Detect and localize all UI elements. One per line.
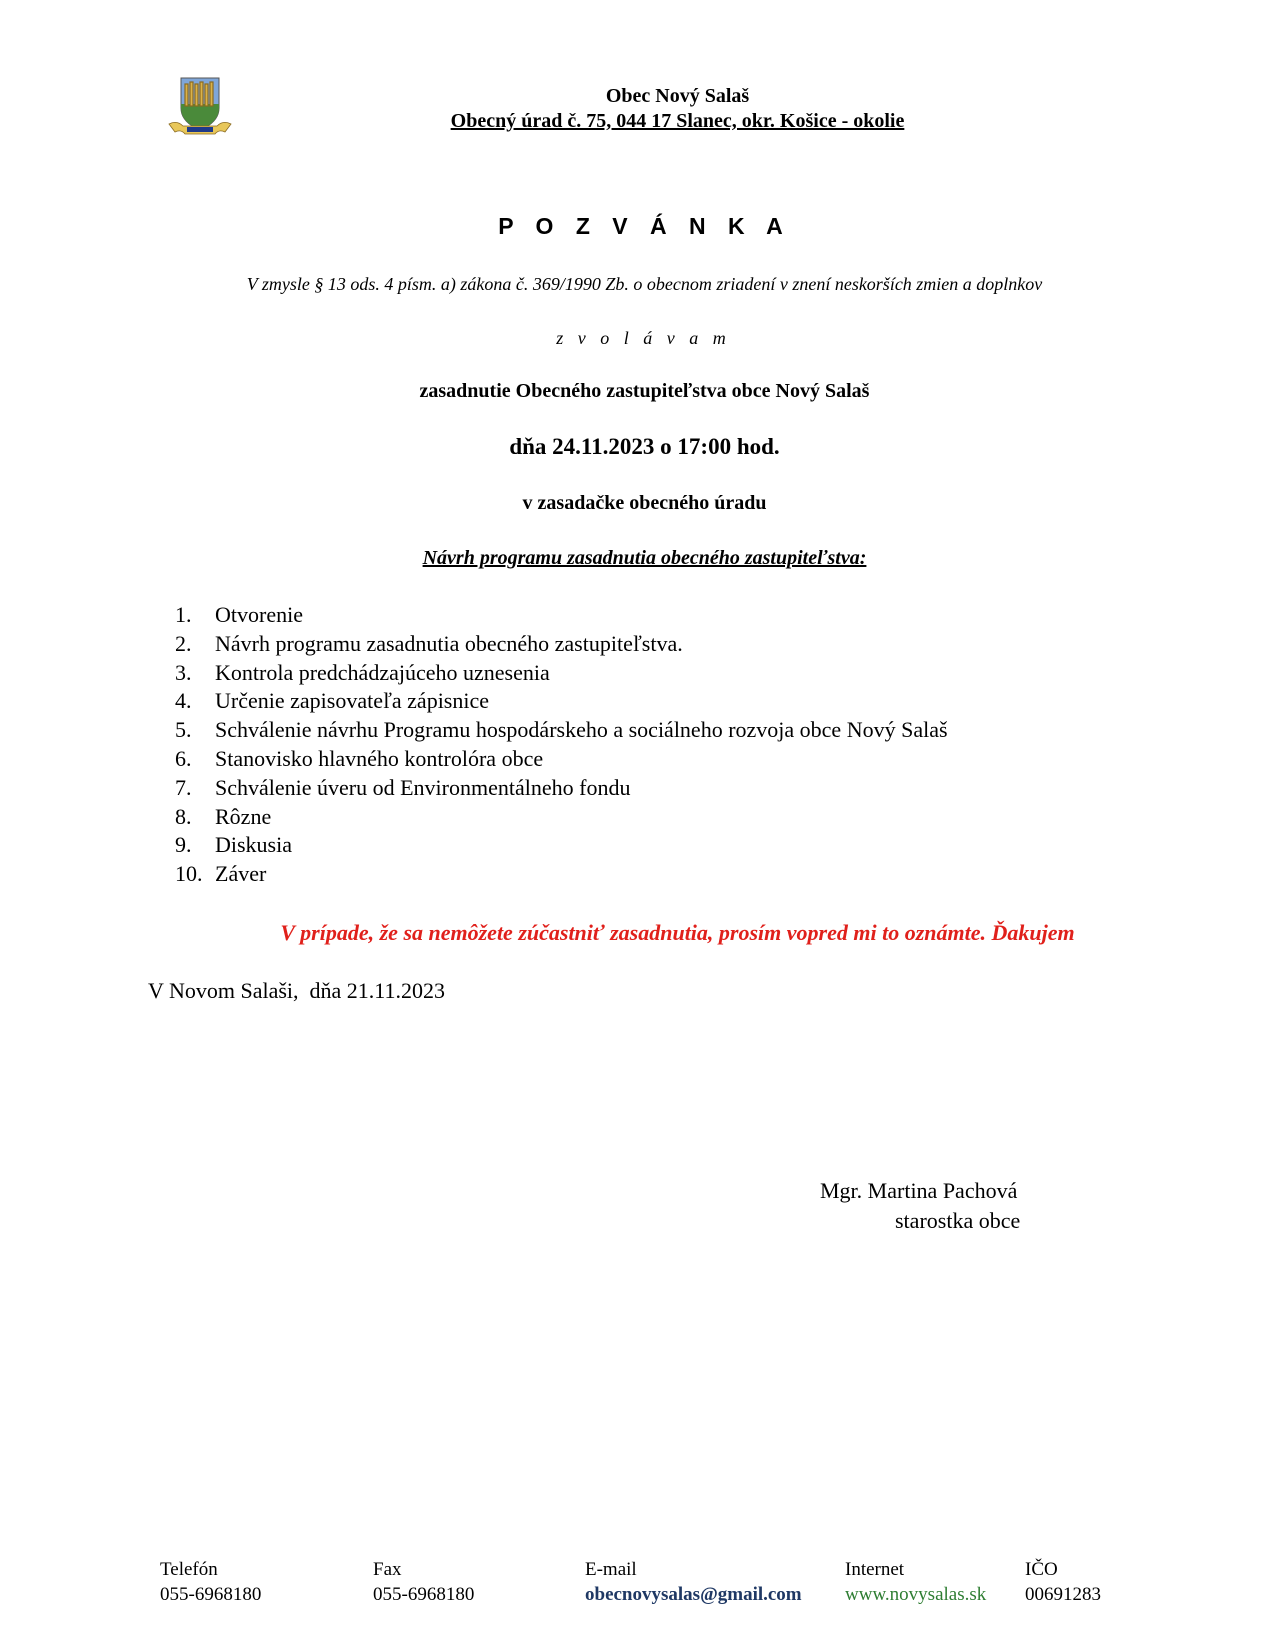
municipality-address: Obecný úrad č. 75, 044 17 Slanec, okr. Košice - okolie — [450, 110, 905, 132]
footer-web-link[interactable]: www.novysalas.sk — [845, 1584, 987, 1605]
agenda-item-text: Rôzne — [215, 803, 272, 829]
signer-name: Mgr. Martina Pachová — [820, 1178, 1018, 1203]
footer-phone — [160, 1557, 261, 1607]
footer-fax-label: Fax — [373, 1559, 402, 1580]
footer-ico — [1025, 1557, 1101, 1607]
agenda-item — [175, 630, 948, 659]
agenda-item — [175, 687, 948, 716]
footer-web-label: Internet — [845, 1559, 905, 1580]
meeting-place: v zasadačke obecného úradu — [522, 492, 767, 514]
agenda-item-number: 3. — [175, 659, 192, 685]
agenda-item-number: 9. — [175, 832, 192, 858]
agenda-list — [175, 601, 948, 889]
footer-ico-value: 00691283 — [1025, 1584, 1101, 1605]
municipality-name: Obec Nový Salaš — [605, 85, 750, 107]
convene-text: z v o l á v a m — [556, 328, 731, 348]
agenda-item-text: Stanovisko hlavného kontrolóra obce — [215, 745, 544, 771]
agenda-item — [175, 774, 948, 803]
footer-fax — [373, 1557, 474, 1607]
program-heading: Návrh programu zasadnutia obecného zastupiteľstva: — [422, 547, 867, 569]
agenda-item-number: 10. — [175, 861, 203, 887]
footer-ico-label: IČO — [1025, 1559, 1058, 1580]
agenda-item-number: 5. — [175, 717, 192, 743]
footer-fax-value: 055-6968180 — [373, 1584, 475, 1605]
legal-basis: V zmysle § 13 ods. 4 písm. a) zákona č. 369/1990 Zb. o obecnom zriadení v znení neskorších zmien a doplnkov — [246, 274, 1043, 294]
agenda-item — [175, 601, 948, 630]
agenda-item — [175, 659, 948, 688]
agenda-item-text: Diskusia — [215, 832, 292, 858]
signer-role: starostka obce — [895, 1208, 1021, 1233]
agenda-item-text: Otvorenie — [215, 602, 303, 627]
footer-email — [585, 1557, 802, 1607]
agenda-item-number: 4. — [175, 688, 192, 714]
agenda-item-number: 6. — [175, 745, 192, 771]
agenda-item-text: Návrh programu zasadnutia obecného zastupiteľstva. — [215, 630, 683, 656]
agenda-item-number: 7. — [175, 774, 192, 800]
footer-phone-value: 055-6968180 — [160, 1584, 262, 1605]
agenda-item — [175, 803, 948, 832]
footer-web — [845, 1557, 986, 1607]
meeting-date: dňa 24.11.2023 o 17:00 hod. — [509, 434, 780, 459]
agenda-item-text: Záver — [215, 861, 267, 887]
agenda-item-text: Kontrola predchádzajúceho uznesenia — [215, 659, 550, 685]
agenda-item — [175, 745, 948, 774]
footer-phone-label: Telefón — [160, 1559, 218, 1580]
meeting-description: zasadnutie Obecného zastupiteľstva obce Nový Salaš — [419, 380, 870, 402]
agenda-item-number: 2. — [175, 630, 192, 656]
footer-email-label: E-mail — [585, 1559, 637, 1580]
agenda-item — [175, 831, 948, 860]
agenda-item-number: 8. — [175, 803, 192, 829]
document-title: P O Z V Á N K A — [498, 213, 791, 239]
agenda-item — [175, 860, 948, 889]
agenda-item-text: Určenie zapisovateľa zápisnice — [215, 688, 490, 714]
agenda-item-number: 1. — [175, 602, 192, 627]
place-and-date: V Novom Salaši, dňa 21.11.2023 — [148, 978, 445, 1003]
footer-email-link[interactable]: obecnovysalas@gmail.com — [585, 1584, 802, 1605]
agenda-item-text: Schválenie úveru od Environmentálneho fondu — [215, 774, 631, 800]
attendance-notice: V prípade, že sa nemôžete zúčastniť zasadnutia, prosím vopred mi to oznámte. Ďakujem — [280, 920, 1075, 945]
agenda-item-text: Schválenie návrhu Programu hospodárskeho a sociálneho rozvoja obce Nový Salaš — [215, 717, 948, 743]
agenda-item — [175, 716, 948, 745]
